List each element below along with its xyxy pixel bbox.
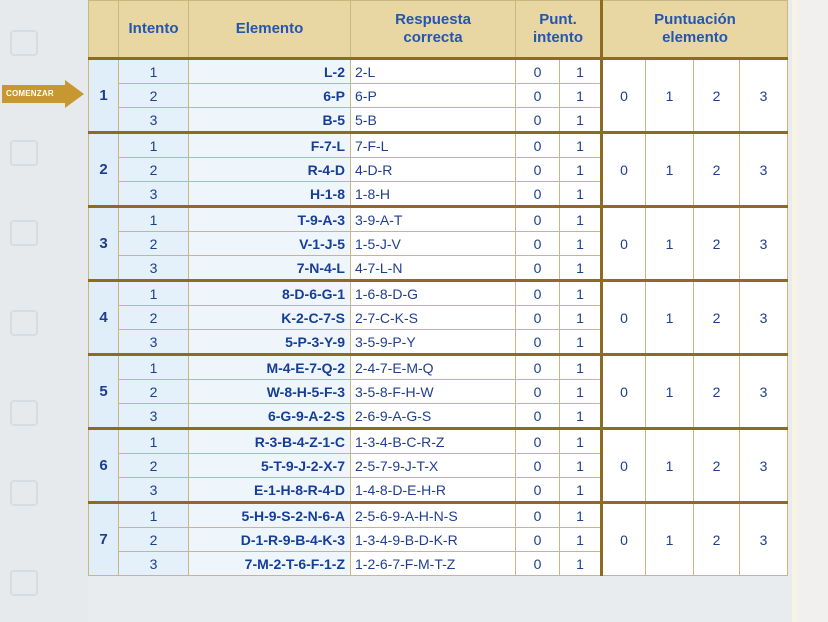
header-item-number: [89, 1, 119, 59]
correct-response: [351, 84, 516, 108]
header-correct-response: Respuesta correcta: [351, 1, 516, 59]
element-sequence: L-2: [189, 59, 351, 84]
attempt-number: 2: [119, 158, 189, 182]
attempt-score-1[interactable]: 1: [560, 281, 602, 306]
attempt-score-0[interactable]: 0: [516, 454, 560, 478]
attempt-score-1[interactable]: 1: [560, 207, 602, 232]
item-number: 4: [89, 281, 119, 355]
attempt-score-1[interactable]: 1: [560, 330, 602, 355]
attempt-score-0[interactable]: 0: [516, 281, 560, 306]
element-score-0[interactable]: 0: [602, 355, 646, 429]
attempt-score-0[interactable]: 0: [516, 478, 560, 503]
right-margin-bar: [792, 0, 798, 622]
element-score-0[interactable]: 0: [602, 59, 646, 133]
attempt-score-0[interactable]: 0: [516, 528, 560, 552]
table-row: [89, 133, 788, 158]
element-sequence: 5-T-9-J-2-X-7: [189, 454, 351, 478]
element-score-2[interactable]: 2: [694, 355, 740, 429]
attempt-score-1[interactable]: 1: [560, 158, 602, 182]
attempt-number: 3: [119, 478, 189, 503]
element-sequence: F-7-L: [189, 133, 351, 158]
correct-response-text: 1-3-4-B-C-R-Z: [355, 433, 445, 450]
correct-response: [351, 232, 516, 256]
element-score-2[interactable]: 2: [694, 133, 740, 207]
element-score-1[interactable]: 1: [646, 429, 694, 503]
correct-response-text: 7-F-L: [355, 137, 389, 154]
attempt-score-1[interactable]: 1: [560, 182, 602, 207]
attempt-number: 3: [119, 256, 189, 281]
attempt-number: 1: [119, 429, 189, 454]
attempt-number: 1: [119, 207, 189, 232]
background-shape: [10, 310, 38, 336]
element-score-1[interactable]: 1: [646, 207, 694, 281]
correct-response: [351, 59, 516, 84]
element-sequence: R-4-D: [189, 158, 351, 182]
attempt-score-0[interactable]: 0: [516, 404, 560, 429]
item-number: 6: [89, 429, 119, 503]
attempt-number: 2: [119, 84, 189, 108]
element-score-0[interactable]: 0: [602, 133, 646, 207]
attempt-score-0[interactable]: 0: [516, 182, 560, 207]
attempt-score-0[interactable]: 0: [516, 552, 560, 576]
background-shape: [10, 140, 38, 166]
element-score-2[interactable]: 2: [694, 503, 740, 576]
element-sequence: H-1-8: [189, 182, 351, 207]
element-sequence: B-5: [189, 108, 351, 133]
attempt-number: 1: [119, 281, 189, 306]
correct-response: [351, 454, 516, 478]
attempt-score-0[interactable]: 0: [516, 232, 560, 256]
correct-response-text: 1-6-8-D-G: [355, 285, 419, 302]
attempt-score-1[interactable]: 1: [560, 552, 602, 576]
attempt-score-1[interactable]: 1: [560, 404, 602, 429]
correct-response: [351, 207, 516, 232]
element-score-2[interactable]: 2: [694, 207, 740, 281]
attempt-score-0[interactable]: 0: [516, 503, 560, 528]
attempt-number: 3: [119, 552, 189, 576]
correct-response-text: 1-2-6-7-F-M-T-Z: [355, 555, 456, 572]
start-arrow-tip: [65, 80, 84, 108]
attempt-number: 1: [119, 355, 189, 380]
element-sequence: V-1-J-5: [189, 232, 351, 256]
attempt-score-1[interactable]: 1: [560, 306, 602, 330]
background-shape: [10, 400, 38, 426]
correct-response-text: 3-9-A-T: [355, 211, 403, 228]
attempt-score-0[interactable]: 0: [516, 306, 560, 330]
element-score-2[interactable]: 2: [694, 281, 740, 355]
element-score-3[interactable]: 3: [740, 281, 788, 355]
attempt-score-0[interactable]: 0: [516, 429, 560, 454]
element-score-1[interactable]: 1: [646, 355, 694, 429]
background-shape: [10, 570, 38, 596]
element-score-0[interactable]: 0: [602, 207, 646, 281]
start-arrow: [2, 80, 84, 108]
element-score-3[interactable]: 3: [740, 429, 788, 503]
element-score-0[interactable]: 0: [602, 503, 646, 576]
element-score-2[interactable]: 2: [694, 429, 740, 503]
element-score-3[interactable]: 3: [740, 503, 788, 576]
background-shape: [10, 480, 38, 506]
element-sequence: 7-N-4-L: [189, 256, 351, 281]
element-sequence: W-8-H-5-F-3: [189, 380, 351, 404]
attempt-score-1[interactable]: 1: [560, 355, 602, 380]
element-score-3[interactable]: 3: [740, 133, 788, 207]
attempt-score-1[interactable]: 1: [560, 380, 602, 404]
attempt-number: 3: [119, 330, 189, 355]
element-sequence: M-4-E-7-Q-2: [189, 355, 351, 380]
item-number: 1: [89, 59, 119, 133]
attempt-number: 2: [119, 232, 189, 256]
correct-response-text: 5-B: [355, 111, 377, 128]
background-shape: [10, 30, 38, 56]
attempt-score-0[interactable]: 0: [516, 380, 560, 404]
correct-response-text: 4-7-L-N: [355, 259, 403, 276]
correct-response: [351, 133, 516, 158]
correct-response: [351, 281, 516, 306]
attempt-number: 2: [119, 380, 189, 404]
background-shape: [10, 220, 38, 246]
attempt-number: 3: [119, 182, 189, 207]
element-sequence: R-3-B-4-Z-1-C: [189, 429, 351, 454]
attempt-score-0[interactable]: 0: [516, 256, 560, 281]
correct-response-text: 2-L: [355, 63, 376, 80]
attempt-score-1[interactable]: 1: [560, 59, 602, 84]
correct-response: [351, 429, 516, 454]
correct-response: [351, 306, 516, 330]
attempt-score-0[interactable]: 0: [516, 108, 560, 133]
attempt-score-0[interactable]: 0: [516, 355, 560, 380]
table-row: [89, 281, 788, 306]
attempt-score-1[interactable]: 1: [560, 429, 602, 454]
attempt-score-0[interactable]: 0: [516, 133, 560, 158]
correct-response-text: 1-4-8-D-E-H-R: [355, 481, 446, 498]
attempt-score-1[interactable]: 1: [560, 454, 602, 478]
attempt-score-0[interactable]: 0: [516, 330, 560, 355]
table-row: [89, 429, 788, 454]
header-element-score: Puntuación elemento: [602, 1, 788, 59]
attempt-score-1[interactable]: 1: [560, 84, 602, 108]
element-score-0[interactable]: 0: [602, 281, 646, 355]
correct-response-text: 1-3-4-9-B-D-K-R: [355, 531, 458, 548]
element-sequence: 6-G-9-A-2-S: [189, 404, 351, 429]
correct-response: [351, 478, 516, 503]
correct-response-text: 1-8-H: [355, 185, 391, 202]
element-score-3[interactable]: 3: [740, 355, 788, 429]
element-sequence: 6-P: [189, 84, 351, 108]
item-number: 5: [89, 355, 119, 429]
correct-response-text: 3-5-8-F-H-W: [355, 383, 434, 400]
correct-response: [351, 108, 516, 133]
element-score-1[interactable]: 1: [646, 503, 694, 576]
attempt-score-1[interactable]: 1: [560, 133, 602, 158]
attempt-number: 3: [119, 404, 189, 429]
attempt-score-0[interactable]: 0: [516, 207, 560, 232]
item-number: 2: [89, 133, 119, 207]
correct-response: [351, 552, 516, 576]
header-element: Elemento: [189, 1, 351, 59]
correct-response: [351, 256, 516, 281]
attempt-number: 3: [119, 108, 189, 133]
item-number: 3: [89, 207, 119, 281]
element-sequence: 8-D-6-G-1: [189, 281, 351, 306]
attempt-score-1[interactable]: 1: [560, 528, 602, 552]
score-table: [88, 0, 788, 576]
correct-response-text: 2-4-7-E-M-Q: [355, 359, 434, 376]
attempt-score-0[interactable]: 0: [516, 158, 560, 182]
attempt-score-1[interactable]: 1: [560, 232, 602, 256]
attempt-number: 2: [119, 528, 189, 552]
attempt-number: 1: [119, 503, 189, 528]
header-attempt: Intento: [119, 1, 189, 59]
element-score-1[interactable]: 1: [646, 59, 694, 133]
attempt-score-1[interactable]: 1: [560, 256, 602, 281]
attempt-score-1[interactable]: 1: [560, 108, 602, 133]
start-label: COMENZAR: [6, 89, 54, 98]
header-row: [89, 1, 788, 59]
correct-response: [351, 355, 516, 380]
element-score-1[interactable]: 1: [646, 281, 694, 355]
element-score-1[interactable]: 1: [646, 133, 694, 207]
attempt-score-1[interactable]: 1: [560, 503, 602, 528]
table-row: [89, 503, 788, 528]
correct-response: [351, 404, 516, 429]
correct-response-text: 4-D-R: [355, 161, 393, 178]
attempt-score-1[interactable]: 1: [560, 478, 602, 503]
element-score-3[interactable]: 3: [740, 207, 788, 281]
correct-response-text: 6-P: [355, 87, 377, 104]
correct-response-text: 2-5-6-9-A-H-N-S: [355, 507, 458, 524]
correct-response: [351, 330, 516, 355]
table-row: [89, 59, 788, 84]
correct-response-text: 2-6-9-A-G-S: [355, 407, 432, 424]
attempt-score-0[interactable]: 0: [516, 59, 560, 84]
correct-response: [351, 380, 516, 404]
correct-response-text: 1-5-J-V: [355, 235, 401, 252]
correct-response: [351, 158, 516, 182]
attempt-score-0[interactable]: 0: [516, 84, 560, 108]
table-row: [89, 207, 788, 232]
correct-response: [351, 528, 516, 552]
attempt-number: 2: [119, 306, 189, 330]
element-sequence: T-9-A-3: [189, 207, 351, 232]
element-sequence: E-1-H-8-R-4-D: [189, 478, 351, 503]
attempt-number: 1: [119, 133, 189, 158]
correct-response-text: 3-5-9-P-Y: [355, 333, 416, 350]
correct-response: [351, 503, 516, 528]
element-score-2[interactable]: 2: [694, 59, 740, 133]
header-attempt-score: Punt. intento: [516, 1, 602, 59]
element-sequence: 5-P-3-Y-9: [189, 330, 351, 355]
element-score-0[interactable]: 0: [602, 429, 646, 503]
correct-response-text: 2-7-C-K-S: [355, 309, 419, 326]
item-number: 7: [89, 503, 119, 576]
element-sequence: K-2-C-7-S: [189, 306, 351, 330]
attempt-number: 1: [119, 59, 189, 84]
element-sequence: 5-H-9-S-2-N-6-A: [189, 503, 351, 528]
element-sequence: D-1-R-9-B-4-K-3: [189, 528, 351, 552]
table-row: [89, 355, 788, 380]
correct-response-text: 2-5-7-9-J-T-X: [355, 457, 439, 474]
correct-response: [351, 182, 516, 207]
attempt-number: 2: [119, 454, 189, 478]
element-score-3[interactable]: 3: [740, 59, 788, 133]
right-margin: [792, 0, 828, 622]
element-sequence: 7-M-2-T-6-F-1-Z: [189, 552, 351, 576]
